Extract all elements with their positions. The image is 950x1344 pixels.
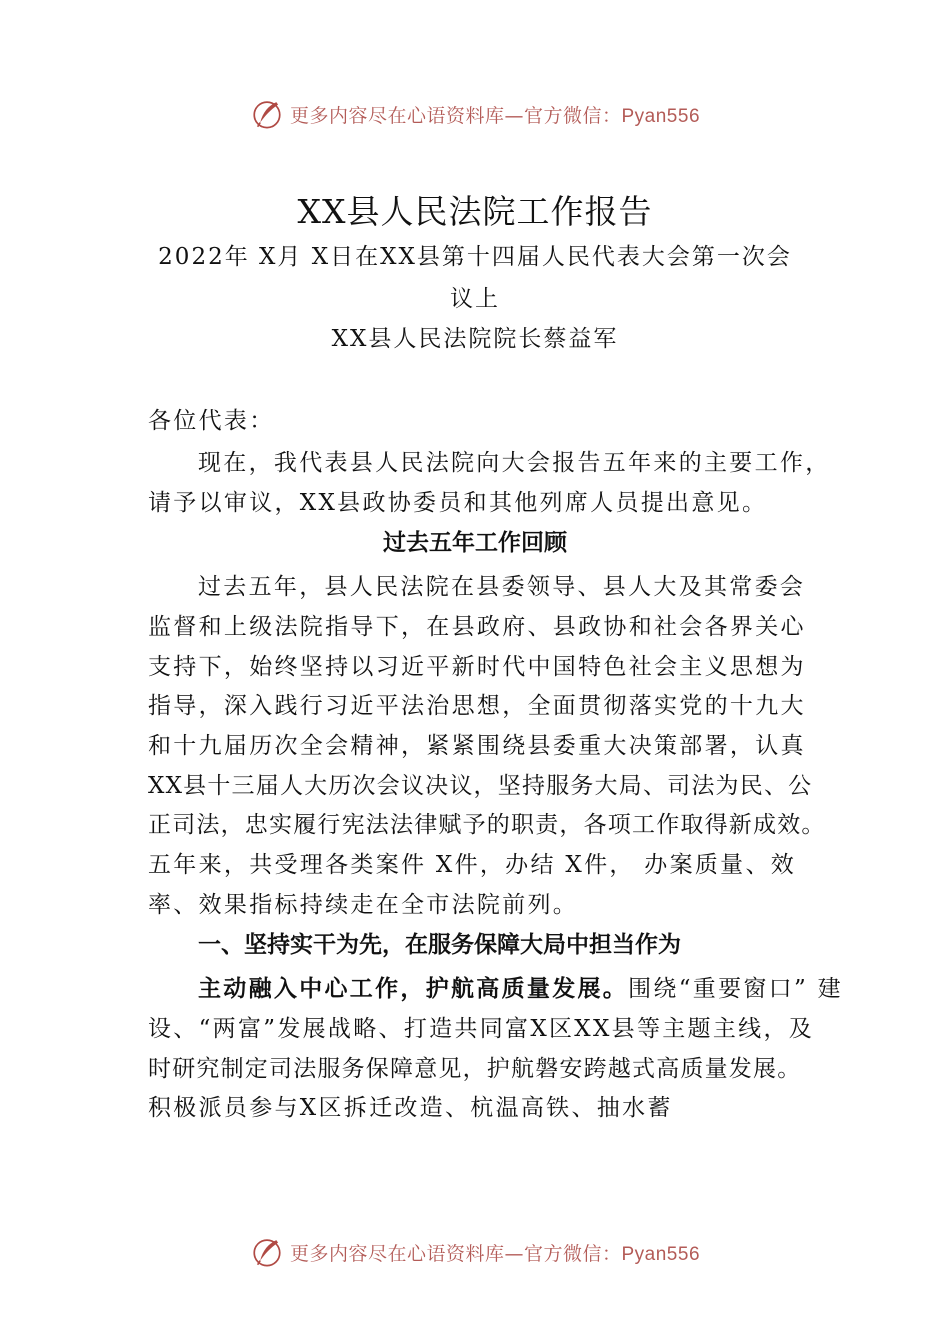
review-line: 率、效果指标持续走在全市法院前列。 xyxy=(148,892,579,918)
intro-line: 请予以审议，XX县政协委员和其他列席人员提出意见。 xyxy=(148,490,768,516)
document-subtitle-line1: 2022年 X月 X日在XX县第十四届人民代表大会第一次会 xyxy=(158,244,792,270)
watermark-text: 更多内容尽在心语资料库—官方微信：Pyan556 xyxy=(289,104,701,127)
part1-heading: 一、坚持实干为先，在服务保障大局中担当作为 xyxy=(198,932,681,958)
part1-line: 时研究制定司法服务保障意见，护航磐安跨越式高质量发展。 xyxy=(148,1056,802,1082)
review-line: 和十九届历次全会精神，紧紧围绕县委重大决策部署，认真 xyxy=(148,733,806,759)
review-line: 过去五年，县人民法院在县委领导、县人大及其常委会 xyxy=(198,574,806,600)
intro-line: 现在，我代表县人民法院向大会报告五年来的主要工作， xyxy=(198,450,831,476)
part1-first-line xyxy=(198,970,843,1003)
document-speaker: XX县人民法院院长蔡益军 xyxy=(331,326,619,352)
review-line: XX县十三届人大历次会议决议，坚持服务大局、司法为民、公 xyxy=(148,773,813,799)
review-line: 五年来，共受理各类案件 X件，办结 X件， 办案质量、效 xyxy=(148,852,797,878)
review-line: 支持下，始终坚持以习近平新时代中国特色社会主义思想为 xyxy=(148,654,806,680)
review-line: 指导，深入践行习近平法治思想，全面贯彻落实党的十九大 xyxy=(148,693,806,719)
watermark-top xyxy=(0,94,950,134)
watermark-wechat-id: Pyan556 xyxy=(621,1243,701,1265)
quill-logo-icon xyxy=(250,1235,284,1269)
watermark-bottom xyxy=(0,1232,950,1272)
review-line: 监督和上级法院指导下，在县政府、县政协和社会各界关心 xyxy=(148,614,806,640)
review-line: 正司法，忠实履行宪法法律赋予的职责，各项工作取得新成效。 xyxy=(148,812,826,838)
watermark-text: 更多内容尽在心语资料库—官方微信：Pyan556 xyxy=(289,1242,701,1265)
quill-logo-icon xyxy=(250,97,284,131)
section-heading: 过去五年工作回顾 xyxy=(383,530,567,556)
document-subtitle-line2: 议上 xyxy=(450,286,500,312)
part1-first-rest: 围绕“重要窗口” 建 xyxy=(628,976,843,1002)
part1-line: 设、“两富”发展战略、打造共同富X区XX县等主题主线，及 xyxy=(148,1016,815,1042)
document-title: XX县人民法院工作报告 xyxy=(297,192,653,231)
salutation: 各位代表： xyxy=(148,408,275,434)
watermark-wechat-id: Pyan556 xyxy=(621,105,701,127)
part1-line: 积极派员参与X区拆迁改造、杭温高铁、抽水蓄 xyxy=(148,1095,673,1121)
part1-bold-lead: 主动融入中心工作，护航高质量发展。 xyxy=(198,975,629,1002)
